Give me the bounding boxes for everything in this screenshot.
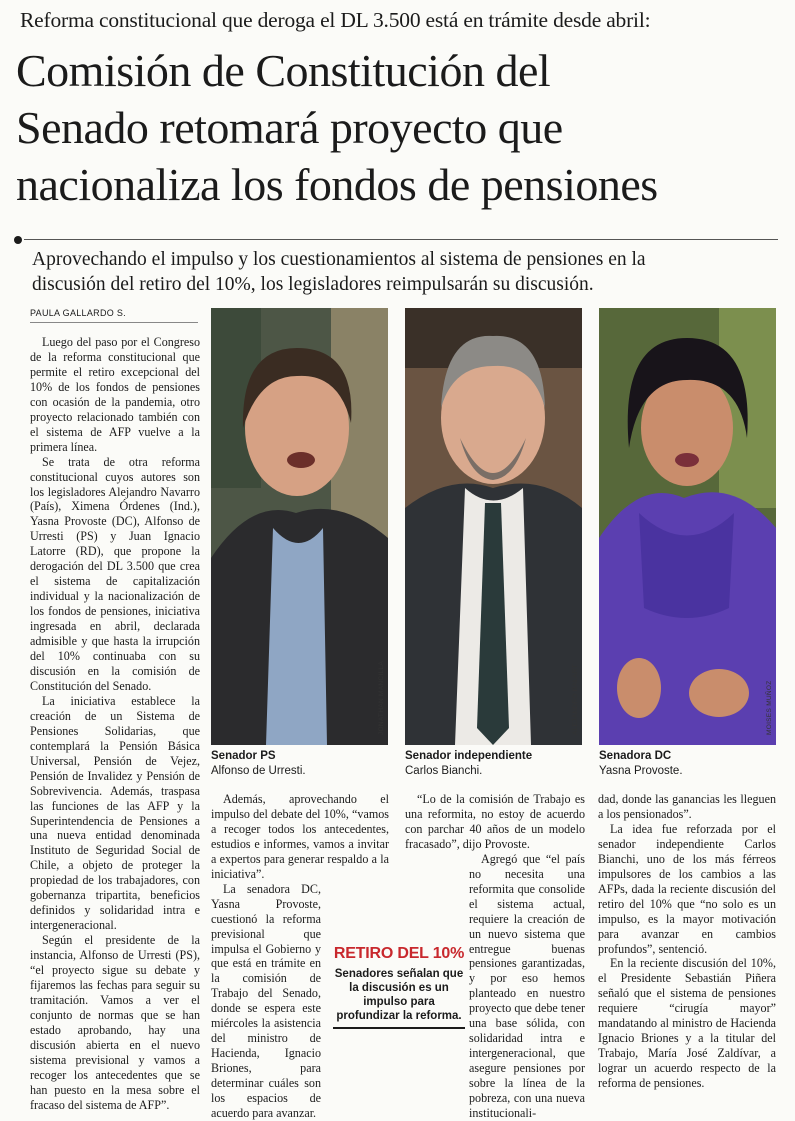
- photo-caption: [211, 749, 388, 779]
- byline-rule: [30, 322, 198, 323]
- headline-line: Senado retomará proyecto que: [16, 102, 563, 153]
- caption-name: Yasna Provoste.: [599, 765, 683, 777]
- kicker: Reforma constitucional que deroga el DL 3.500 está en trámite desde abril:: [20, 8, 651, 32]
- caption-title: Senador independiente: [405, 750, 533, 762]
- lead-line: Aprovechando el impulso y los cuestionamientos al sistema de pensiones en la: [32, 249, 646, 270]
- paragraph: Luego del paso por el Congreso de la reforma constitucional que permite el retiro excepcional del 10% de los fondos de pensiones con ocasión de la pandemia, otro proyecto relacionado también con el sistema de AFP vuelve a la primera línea.: [30, 335, 200, 454]
- lead-bullet: [14, 236, 22, 244]
- paragraph: Se trata de otra reforma constitucional cuyos autores son los legisladores Alejandro Navarro (País), Ximena Órdenes (Ind.), Yasna Provoste (DC), Alfonso de Urresti (PS) y Juan Ignacio Latorre (RD), que propone la derogación del DL 3.500 que crea el sistema de capitalización individual y la nacionalización de los fondos de pensiones, iniciativa ingresada en abril, declarada admisible y que hasta la irrupción del 10% continuaba con su discusión en la comisión de Constitución del Senado.: [30, 454, 200, 693]
- photo-carlos-bianchi: [405, 308, 582, 745]
- caption-name: Carlos Bianchi.: [405, 765, 483, 777]
- pull-quote-rule: [333, 1027, 465, 1029]
- caption-name: Alfonso de Urresti.: [211, 765, 306, 777]
- paragraph: La iniciativa establece la creación de un Sistema de Pensiones Solidarias, que contemplará la Pensión Básica Universal, Pensión de Vejez, Pensión de Invalidez y Pensión de Sobrevivencia. Además, traspasa las funciones de las AFP y la Superintendencia de Pensiones a una nueva entidad denominada Instituto de Seguridad Social de Chile, a objeto de proteger la propiedad de los trabajadores, con gobernanza tripartita, beneficios definidos y solidaridad intra e intergeneracional.: [30, 693, 200, 933]
- lead-paragraph: [32, 247, 782, 297]
- headline-line: Comisión de Constitución del: [16, 45, 551, 96]
- paragraph: Además, aprovechando el impulso del debate del 10%, “vamos a recoger todos los antecedentes, estudios e informes, vamos a invitar a expertos para generar respaldo a la iniciativa”.: [211, 792, 389, 881]
- caption-title: Senador PS: [211, 750, 276, 762]
- photo-credit: JONATHAN MANCILLA: [378, 661, 385, 735]
- paragraph: “Lo de la comisión de Trabajo es una reformita, no estoy de acuerdo con parchar 40 años de un modelo fracasado”, dijo Provoste.: [405, 792, 585, 851]
- paragraph: En la reciente discusión del 10%, el Presidente Sebastián Piñera señaló que el sistema de pensiones requiere “cirugía mayor” mandatando al ministro de Hacienda Ignacio Briones y a la titular del Trabajo, María José Zaldívar, a lograr un acuerdo respecto de la reforma de pensiones.: [598, 956, 776, 1091]
- photo-caption: [599, 749, 776, 779]
- photo-credit: ALEJANDRO BALART: [572, 664, 579, 735]
- paragraph: La idea fue reforzada por el senador independiente Carlos Bianchi, uno de los más férreos impulsores de los cambios a las AFPs, dada la reciente discusión del retiro del 10% que “no solo es un impulso, es la mayor motivación para avanzar en cambios profundos”, sentenció.: [598, 821, 776, 956]
- lead-rule: [24, 239, 778, 240]
- pull-quote-text: Senadores señalan que la discusión es un impulso para profundizar la reforma.: [334, 968, 464, 1022]
- paragraph: La senadora DC, Yasna Provoste, cuestionó la reforma previsional que impulsa el Gobierno y que está en trámite en la comisión de Trabajo del Senado, donde se espera este miércoles la asistencia del ministro de Hacienda, Ignacio Briones, para determinar cuáles son los espacios de acuerdo para avanzar.: [211, 881, 321, 1121]
- photo-alfonso-de-urresti: [211, 308, 388, 745]
- headline: [16, 42, 786, 213]
- photo-caption: [405, 749, 582, 779]
- article-column-4: [598, 792, 776, 1091]
- lead-line: discusión del retiro del 10%, los legisladores reimpulsarán su discusión.: [32, 274, 594, 295]
- article-column-1: [30, 335, 200, 1113]
- photo-credit: MOISES MUÑOZ: [766, 680, 773, 735]
- headline-line: nacionaliza los fondos de pensiones: [16, 159, 658, 210]
- paragraph: Agregó que “el país no necesita una reformita que consolide el sistema actual, requiere la creación de un nuevo sistema que entregue buenas pensiones garantizadas, y por eso hemos planteado en nuestro proyecto que debe tener una base sólida, con solidaridad intra e intergeneracional, que asegure pensiones por sobre la línea de la pobreza, con una nueva institucionali-: [469, 851, 585, 1121]
- caption-title: Senadora DC: [599, 750, 672, 762]
- pull-quote-title: RETIRO DEL 10%: [333, 945, 465, 962]
- paragraph: Según el presidente de la instancia, Alfonso de Urresti (PS), “el proyecto sigue su debate y fijaremos las fechas para seguir su tramitación. Vamos a ver el conjunto de normas que se han estado aprobando, hay una discusión abierta en el nuevo sistema previsional y vamos a recoger los antecedentes que se han puesto en la mesa sobre el fracaso del sistema de AFP”.: [30, 933, 200, 1112]
- photo-yasna-provoste: [599, 308, 776, 745]
- pull-quote-box: [329, 941, 467, 1029]
- byline: PAULA GALLARDO S.: [30, 308, 126, 318]
- paragraph: dad, donde las ganancias les lleguen a los pensionados”.: [598, 792, 776, 821]
